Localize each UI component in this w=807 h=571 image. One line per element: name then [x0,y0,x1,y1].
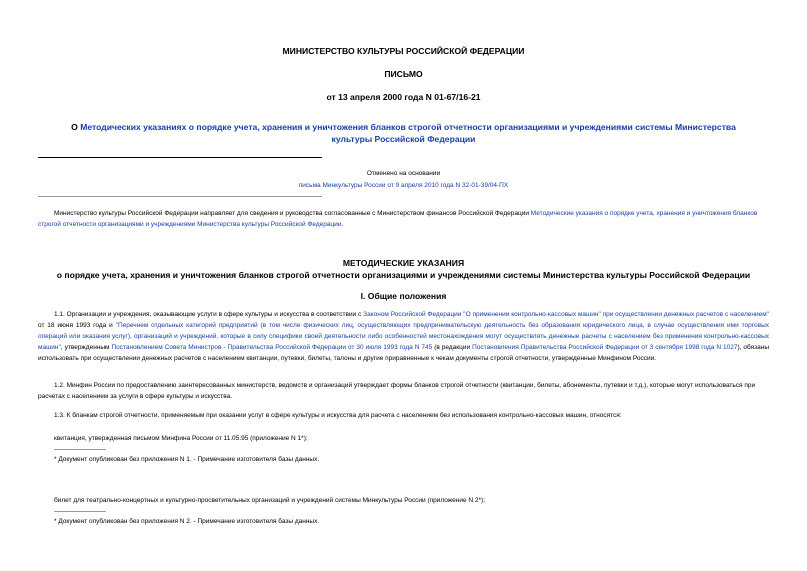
p1-1-text-5: ), обязаны использовать при осуществлении денежных расчетов с населением квитанции, путевки, билеты, талоны и другие приравненные к чекам документы строгой отчетности, утвержденные Минфином России. [38,344,770,362]
p1-1-text-4: (в редакции [432,344,473,351]
paragraph-1-1 [38,309,769,364]
cancel-note-divider [38,196,322,197]
footnote-divider-2 [54,511,106,512]
section-heading: I. Общие положения [360,291,447,301]
law-link[interactable]: Законом Российской Федерации "О применении контрольно-кассовых машин" при осуществлении денежных расчетов с населением" [363,311,769,318]
footnote-2: * Документ опубликован без приложения N 2. - Примечание изготовителя базы данных. [54,518,320,525]
intro-paragraph [38,208,769,230]
paragraph-1-3: 1.3. К бланкам строгой отчетности, применяемым при оказании услуг в сфере культуры и искусства для расчета с населением без использования контрольно-кассовых машин, относятся: [54,412,622,419]
document-date-number: от 13 апреля 2000 года N 01-67/16-21 [326,92,481,102]
subject-prefix: О [71,122,81,132]
document-subject [50,121,757,145]
list-link[interactable]: "Перечнем отдельных категорий предприятий (в том числе физических лиц, осуществляющих предпринимательскую деятельность без образования юридического лица, в случае осуществления ими торговых операций или оказания услуг), организаций и учреждений, которые в силу специфики своей деятельности либо особенностей местонахождения могут осуществлять денежные расчеты с населением без применения контрольно-кассовых машин" [38,322,769,351]
paragraph-1-2: 1.2. Минфин России по предоставлению заинтересованных министерств, ведомств и организаций утверждает формы бланков строгой отчетности (квитанции, билеты, абонементы, путевки и т.д.), которые могут использоваться при расчетах с населением за услуги в сфере культуры и искусства. [38,382,756,400]
guidelines-subtitle: о порядке учета, хранения и уничтожения бланков строгой отчетности организациями и учреждениями системы Министерства культуры Российской Федерации [56,270,751,280]
footnote-divider-1 [54,449,106,450]
ministry-title: МИНИСТЕРСТВО КУЛЬТУРЫ РОССИЙСКОЙ ФЕДЕРАЦИИ [282,46,525,56]
list-item-ticket: билет для театрально-концертных и культурно-просветительных организаций и учреждений системы Минкультуры России (приложение N 2*); [54,497,486,504]
cancel-note-link[interactable]: письма Минкультуры России от 9 апреля 2010 года N 32-01-39/04-ПХ [298,182,509,189]
document-type: ПИСЬМО [384,69,423,79]
p1-1-text-2: от 18 июня 1993 года и [38,322,116,329]
list-item-receipt: квитанция, утвержденная письмом Минфина России от 11.05.95 (приложение N 1*); [54,435,308,442]
header-divider [38,157,322,158]
p1-1-text-3: , утвержденным [60,344,112,351]
subject-link[interactable]: Методических указаниях о порядке учета, хранения и уничтожения бланков строгой отчетности организациями и учреждениями системы Министерства культуры Российской Федерации [80,122,736,144]
intro-end: . [341,221,344,228]
intro-text: Министерство культуры Российской Федерации направляет для сведения и руководства согласованные с Министерством финансов Российской Федерации [54,210,531,217]
intro-link[interactable]: Методические указания о порядке учета, хранения и уничтожения бланков строгой отчетности организациями и учреждениями Министерства культуры Российской Федерации [38,210,758,228]
guidelines-title: МЕТОДИЧЕСКИЕ УКАЗАНИЯ [342,258,465,268]
resolution-1027-link[interactable]: Постановления Правительства Российской Федерации от 3 сентября 1998 года N 1027 [472,344,738,351]
cancel-note-text: Отменено на основании [366,170,441,177]
resolution-745-link[interactable]: Постановлением Совета Министров - Правительства Российской Федерации от 30 июля 1993 года N 745 [111,344,433,351]
p1-1-text-1: 1.1. Организации и учреждения, оказывающие услуги в сфере культуры и искусства в соответствии с [54,311,364,318]
footnote-1: * Документ опубликован без приложения N 1. - Примечание изготовителя базы данных. [54,456,320,463]
